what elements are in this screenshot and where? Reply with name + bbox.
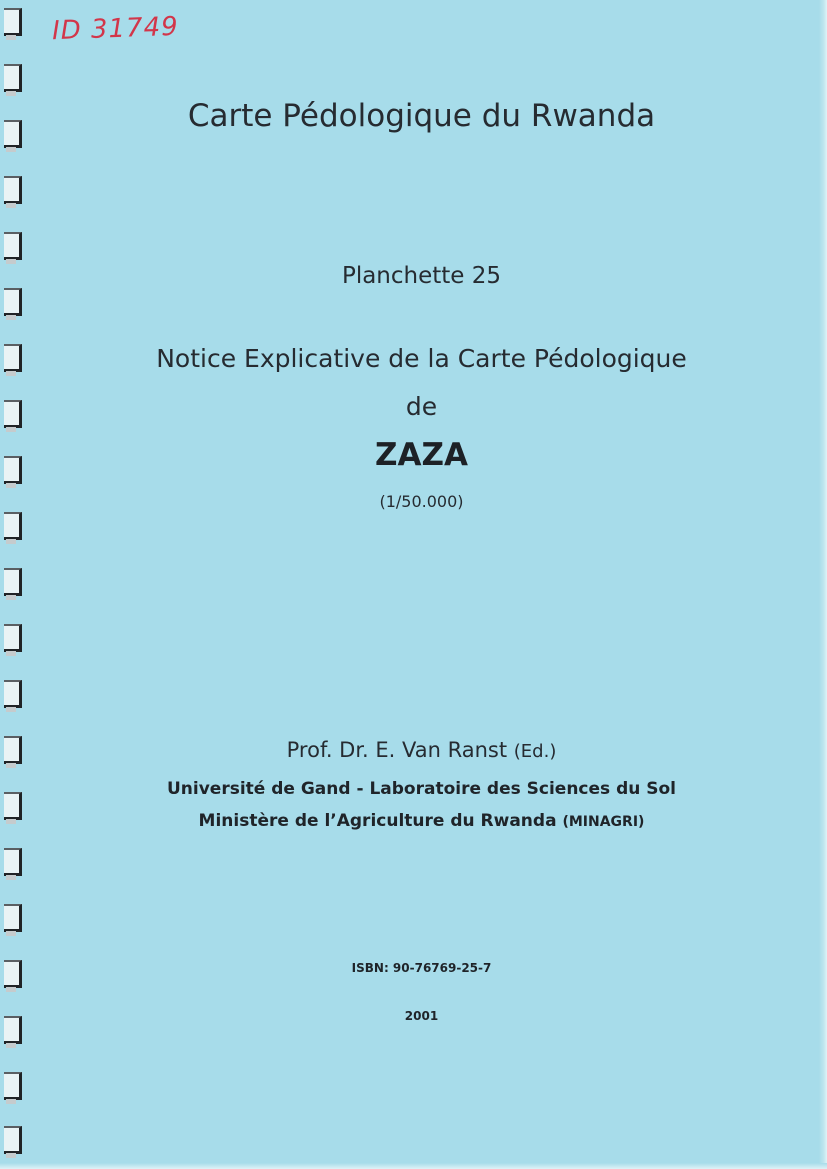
binding-ring [4, 232, 22, 260]
binding-ring [4, 176, 22, 204]
author-name: Prof. Dr. E. Van Ranst [286, 738, 508, 762]
notice-connector: de [405, 392, 438, 421]
handwritten-id-stamp: ID 31749 [51, 11, 180, 47]
binding-ring [4, 512, 22, 540]
binding-ring [4, 8, 22, 36]
binding-ring [4, 288, 22, 316]
binding-ring [4, 568, 22, 596]
ministry-line [0, 811, 827, 831]
binding-ring [4, 1072, 22, 1100]
university-affiliation: Université de Gand - Laboratoire des Sciences du Sol [166, 779, 677, 799]
binding-ring [4, 624, 22, 652]
binding-ring [4, 680, 22, 708]
binding-ring [4, 1126, 22, 1154]
publication-year: 2001 [404, 1009, 439, 1023]
author-line [0, 738, 827, 762]
page-edge-right [819, 0, 827, 1169]
binding-ring [4, 64, 22, 92]
isbn-number: ISBN: 90-76769-25-7 [351, 961, 492, 975]
ministry-abbreviation: (MINAGRI) [562, 814, 645, 830]
place-name: ZAZA [375, 437, 468, 473]
spiral-binding [0, 0, 26, 1169]
page-edge-bottom [0, 1163, 827, 1169]
binding-ring [4, 848, 22, 876]
author-role: (Ed.) [513, 741, 557, 762]
document-title: Carte Pédologique du Rwanda [187, 98, 656, 134]
map-scale: (1/50.000) [379, 492, 464, 511]
planchette-number: Planchette 25 [341, 263, 502, 289]
ministry-name: Ministère de l’Agriculture du Rwanda [198, 811, 557, 831]
binding-ring [4, 904, 22, 932]
notice-heading: Notice Explicative de la Carte Pédologique [156, 344, 687, 373]
